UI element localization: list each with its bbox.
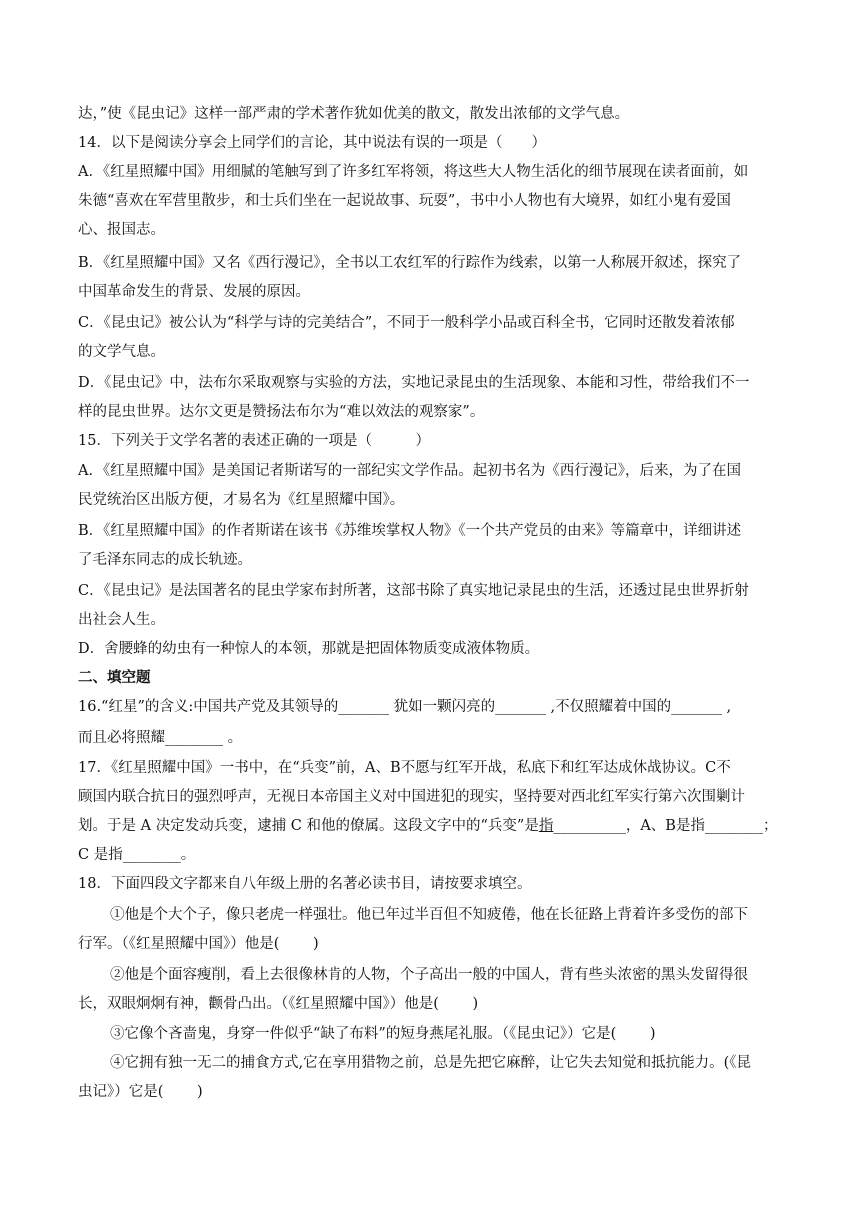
q18-item-4: ④它拥有独一无二的捕食方式,它在享用猎物之前，总是先把它麻醉，让它失去知觉和抵抗能力。(《昆 xyxy=(110,1055,752,1071)
question-16: 16.“红星”的含义:中国共产党及其领导的_______ 犹如一颗闪亮的_______ ,不仅照耀着中国的_______ , xyxy=(78,699,732,715)
text-span: __________，A、B是指________； xyxy=(553,818,778,834)
q18-item-1: ①他是个大个子，像只老虎一样强壮。他已年过半百但不知疲倦，他在长征路上背着许多受伤的部下 xyxy=(110,907,748,923)
q15-option-a: A．《红星照耀中国》是美国记者斯诺写的一部纪实文学作品。起初书名为《西行漫记》，后来，为了在国 xyxy=(78,463,741,479)
question-14-stem: 14．以下是阅读分享会上同学们的言论，其中说法有误的一项是（ ） xyxy=(78,135,546,151)
q14-option-a: A．《红星照耀中国》用细腻的笔触写到了许多红军将领，将这些大人物生活化的细节展现在读者面前，如 xyxy=(78,164,749,180)
q15-option-d: D．舍腰蜂的幼虫有一种惊人的本领，那就是把固体物质变成液体物质。 xyxy=(78,641,540,657)
q18-item-3: ③它像个吝啬鬼，身穿一件似乎“缺了布料”的短身燕尾礼服。（《昆虫记》）它是( ) xyxy=(110,1026,656,1042)
question-15-stem: 15．下列关于文学名著的表述正确的一项是（ ） xyxy=(78,433,430,449)
text-line: 的文学气息。 xyxy=(78,344,165,360)
section-title: 二、填空题 xyxy=(78,670,151,686)
q15-option-c: C．《昆虫记》是法国著名的昆虫学家布封所著，这部书除了真实地记录昆虫的生活，还透过昆虫世界折射 xyxy=(78,583,749,599)
text-line: 了毛泽东同志的成长轨迹。 xyxy=(78,552,252,568)
question-18: 18．下面四段文字都来自八年级上册的名著必读书目，请按要求填空。 xyxy=(78,876,532,892)
q18-item-2: ②他是个面容瘦削，看上去很像林肯的人物，个子高出一般的中国人，背有些头浓密的黑头发留得很 xyxy=(110,967,748,983)
text-line: 民党统治区出版方便，才易名为《红星照耀中国》。 xyxy=(78,492,405,508)
text-line: 达，”使《昆虫记》这样一部严肃的学术著作犹如优美的散文，散发出浓郁的文学气息。 xyxy=(78,106,630,122)
text-span: 划。于是 A 决定发动兵变，逮捕 C 和他的僚属。这段文字中的“兵变”是 xyxy=(78,818,539,834)
text-line: C 是指________。 xyxy=(78,847,196,863)
q14-option-d: D．《昆虫记》中，法布尔采取观察与实验的方法，实地记录昆虫的生活现象、本能和习性，带给我们不一 xyxy=(78,375,750,391)
underlined-text: 指 xyxy=(538,818,554,834)
q14-option-c: C．《昆虫记》被公认为“科学与诗的完美结合”，不同于一般科学小品或百科全书，它同时还散发着浓郁 xyxy=(78,315,735,331)
text-line: 朱德“喜欢在军营里散步，和士兵们坐在一起说故事、玩耍”，书中小人物也有大境界，如红小鬼有爱国 xyxy=(78,193,731,209)
q15-option-b: B．《红星照耀中国》的作者斯诺在该书《苏维埃掌权人物》《一个共产党员的由来》等篇章中，详细讲述 xyxy=(78,523,742,539)
q14-option-b: B．《红星照耀中国》又名《西行漫记》，全书以工农红军的行踪作为线索，以第一人称展开叙述，探究了 xyxy=(78,255,742,271)
question-17: 17．《红星照耀中国》一书中，在“兵变”前，A、B不愿与红军开战，私底下和红军达成休战协议。C不 xyxy=(78,760,731,776)
text-line: 顾国内联合抗日的强烈呼声，无视日本帝国主义对中国进犯的现实，坚持要对西北红军实行第六次围剿计 xyxy=(78,789,745,805)
text-line: 长，双眼炯炯有神，颧骨凸出。（《红星照耀中国》）他是( ) xyxy=(78,996,479,1012)
text-line: 行军。（《红星照耀中国》）他是( ) xyxy=(78,936,319,952)
text-line: 中国革命发生的背景、发展的原因。 xyxy=(78,284,310,300)
text-line: 而且必将照耀________ 。 xyxy=(78,730,243,746)
text-line xyxy=(78,816,778,836)
text-line: 心、报国志。 xyxy=(78,222,165,238)
text-line: 样的昆虫世界。达尔文更是赞扬法布尔为“难以效法的观察家”。 xyxy=(78,404,485,420)
text-line: 虫记》）它是( ) xyxy=(78,1084,203,1100)
text-line: 出社会人生。 xyxy=(78,612,165,628)
